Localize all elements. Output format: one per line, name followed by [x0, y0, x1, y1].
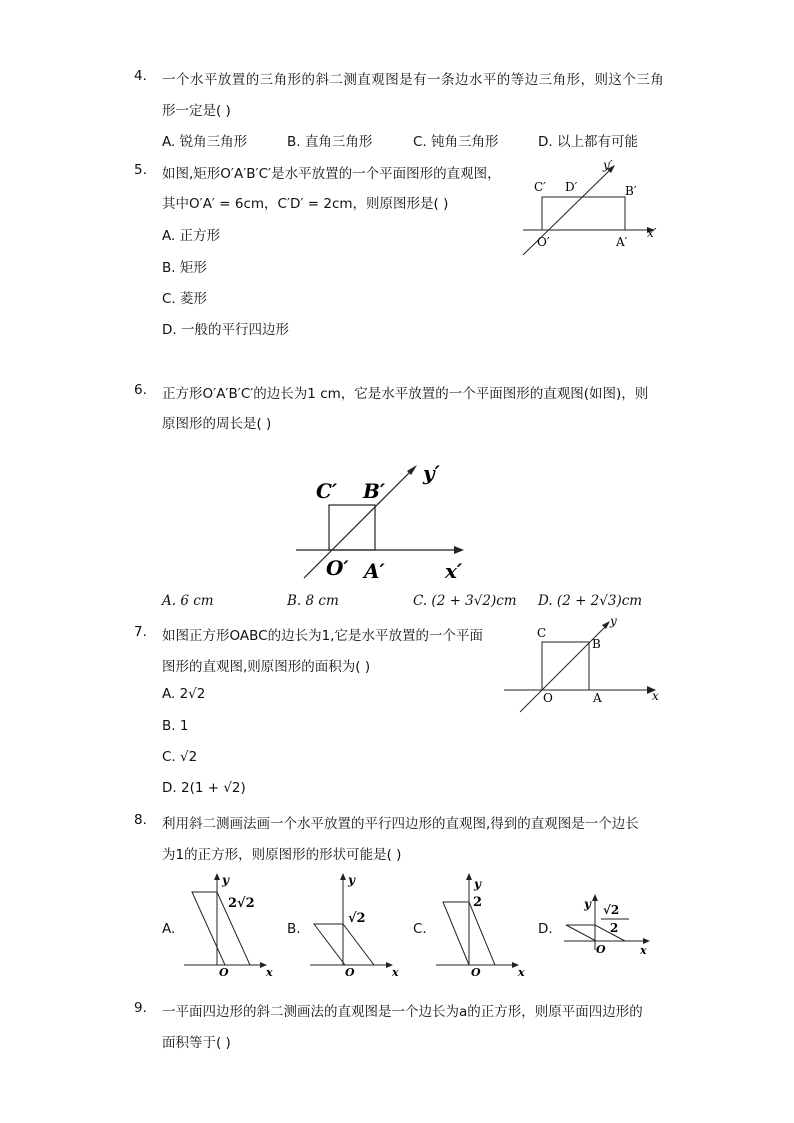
- q8-text-line2: 为1的正方形，则原图形的形状可能是( ): [162, 847, 402, 863]
- q6-number: 6.: [134, 382, 147, 398]
- q6-label-c: C′: [316, 479, 338, 503]
- q5-number: 5.: [134, 162, 147, 178]
- q6-square: [329, 505, 375, 550]
- q7-label-a: A: [593, 691, 602, 705]
- q8c-label-x: x: [518, 966, 525, 979]
- q5-label-d: D′: [565, 180, 578, 194]
- q5-text-line2: 其中O′A′ = 6cm，C′D′ = 2cm，则原图形是( ): [162, 196, 449, 212]
- q8-figure-a[interactable]: [180, 872, 280, 980]
- q8d-label-x: x: [640, 944, 647, 957]
- q7-label-y: y: [610, 614, 617, 628]
- q8a-label-value: 2√2: [228, 896, 255, 911]
- q8b-label-x: x: [392, 966, 399, 979]
- q9-number: 9.: [134, 1000, 147, 1016]
- q8c-label-value: 2: [473, 895, 483, 910]
- q9-text-line2: 面积等于( ): [162, 1035, 231, 1051]
- q8c-y-arrow: [466, 873, 472, 880]
- q4-option-d[interactable]: D. 以上都有可能: [538, 134, 638, 150]
- q8b-label-y: y: [348, 873, 355, 887]
- q8d-label-denominator: 2: [610, 921, 619, 935]
- q5-rectangle: [542, 197, 625, 230]
- q7-label-x: x: [652, 689, 659, 703]
- q6-label-o: O′: [326, 556, 349, 580]
- q8b-label-o: O: [345, 966, 355, 979]
- q7-text-line1: 如图正方形OABC的边长为1,它是水平放置的一个平面: [162, 628, 483, 644]
- q5-option-c[interactable]: C. 菱形: [162, 291, 208, 307]
- q5-text-line1: 如图,矩形O′A′B′C′是水平放置的一个平面图形的直观图，: [162, 166, 501, 182]
- q7-label-o: O: [543, 691, 553, 705]
- q4-option-b[interactable]: B. 直角三角形: [287, 134, 373, 150]
- q4-option-a[interactable]: A. 锐角三角形: [162, 134, 248, 150]
- q6-label-x: x′: [445, 559, 463, 583]
- q4-text-line1: 一个水平放置的三角形的斜二测直观图是有一条边水平的等边三角形，则这个三角: [162, 72, 665, 88]
- q8-number: 8.: [134, 812, 147, 828]
- q5-option-d[interactable]: D. 一般的平行四边形: [162, 322, 289, 338]
- q5-label-o: O′: [537, 235, 550, 249]
- q5-option-b[interactable]: B. 矩形: [162, 260, 207, 276]
- q5-label-y: y′: [603, 158, 613, 172]
- q5-option-a[interactable]: A. 正方形: [162, 228, 221, 244]
- q7-option-b[interactable]: B. 1: [162, 718, 189, 734]
- q6-x-arrow: [454, 546, 464, 554]
- q8a-y-arrow: [214, 873, 220, 880]
- q4-text-line2: 形一定是( ): [162, 103, 231, 119]
- q8-text-line1: 利用斜二测画法画一个水平放置的平行四边形的直观图,得到的直观图是一个边长: [162, 816, 639, 832]
- q5-figure: [515, 155, 665, 255]
- q7-figure: [500, 612, 665, 714]
- q7-text-line2: 图形的直观图,则原图形的面积为( ): [162, 659, 371, 675]
- q7-y-arrow: [602, 621, 610, 629]
- q8b-y-arrow: [340, 873, 346, 880]
- q7-number: 7.: [134, 624, 147, 640]
- q8d-y-arrow: [592, 894, 598, 901]
- q8-figure-b[interactable]: [306, 872, 406, 980]
- q5-label-b: B′: [625, 184, 637, 198]
- q8b-label-value: √2: [348, 911, 366, 926]
- q6-label-y: y′: [423, 461, 440, 485]
- q8-figure-d[interactable]: [558, 890, 658, 970]
- q6-option-a[interactable]: A. 6 cm: [162, 593, 214, 609]
- q8c-label-y: y: [474, 877, 481, 891]
- q8a-label-y: y: [222, 873, 229, 887]
- q6-label-a: A′: [364, 559, 385, 583]
- q6-option-b[interactable]: B. 8 cm: [287, 593, 339, 609]
- q9-text-line1: 一平面四边形的斜二测画法的直观图是一个边长为a的正方形，则原平面四边形的: [162, 1004, 643, 1020]
- q5-label-c: C′: [534, 180, 546, 194]
- q6-text-line1: 正方形O′A′B′C′的边长为1 cm，它是水平放置的一个平面图形的直观图(如图)，则: [162, 386, 649, 402]
- q8-option-a-letter[interactable]: A.: [162, 921, 176, 937]
- q8-option-d-letter[interactable]: D.: [538, 921, 553, 937]
- q8-figure-c[interactable]: [432, 872, 532, 980]
- q8-option-c-letter[interactable]: C.: [413, 921, 427, 937]
- q7-option-c[interactable]: C. √2: [162, 749, 198, 765]
- q8a-label-o: O: [219, 966, 229, 979]
- q6-text-line2: 原图形的周长是( ): [162, 416, 272, 432]
- q5-label-a: A′: [616, 235, 628, 249]
- q8b-parallelogram: [314, 924, 374, 965]
- q6-figure: [290, 450, 480, 585]
- q8d-label-numerator: √2: [603, 903, 620, 917]
- q8d-label-o: O: [596, 943, 606, 956]
- q6-option-c[interactable]: C. (2 + 3√2)cm: [413, 593, 517, 609]
- q5-label-x: x′: [647, 226, 657, 240]
- q7-option-a[interactable]: A. 2√2: [162, 686, 206, 702]
- q7-option-d[interactable]: D. 2(1 + √2): [162, 780, 246, 796]
- q6-label-b: B′: [363, 479, 386, 503]
- q8-option-b-letter[interactable]: B.: [287, 921, 301, 937]
- q8d-label-y: y: [584, 897, 591, 911]
- q7-label-b: B: [592, 637, 601, 651]
- q4-option-c[interactable]: C. 钝角三角形: [413, 134, 499, 150]
- q4-number: 4.: [134, 68, 147, 84]
- q7-label-c: C: [537, 626, 547, 640]
- q8c-label-o: O: [471, 966, 481, 979]
- q8a-label-x: x: [266, 966, 273, 979]
- q6-option-d[interactable]: D. (2 + 2√3)cm: [538, 593, 643, 609]
